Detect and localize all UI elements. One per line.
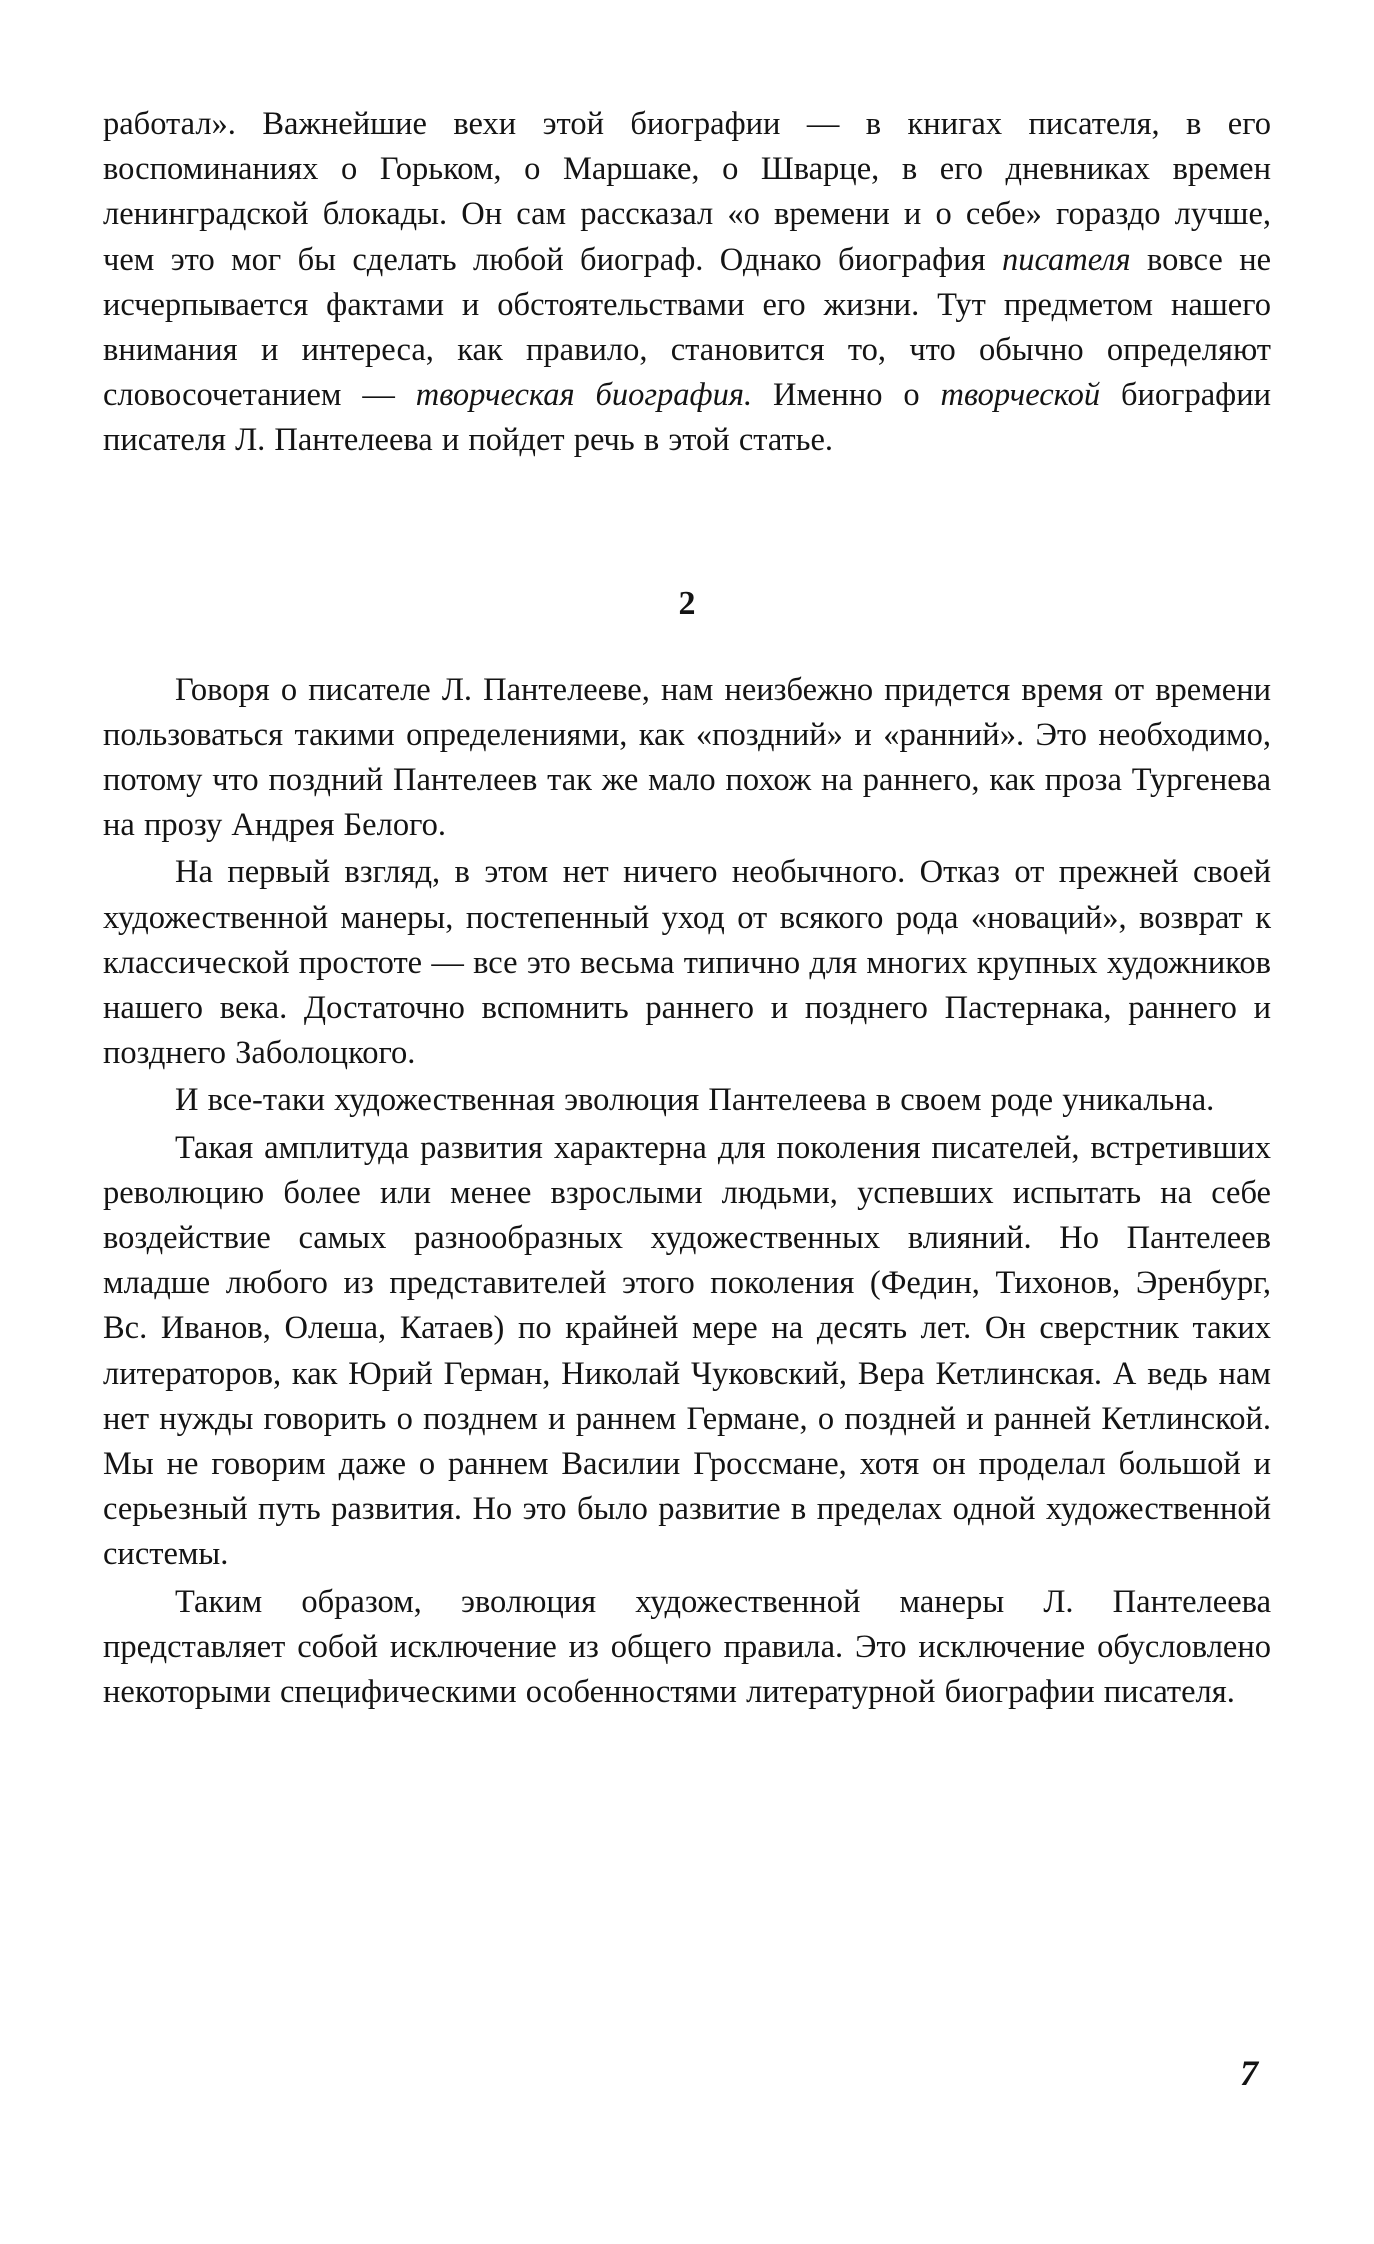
intro-emphasis-3: творческой: [940, 377, 1101, 414]
intro-text-2: вовсе не исчерпывается фактами и обстоятельствами его жизни. Тут предметом нашего внимания и интереса, как правило, становится то, что обычно определяют словосочетанием —: [103, 241, 1272, 414]
intro-emphasis-1: писателя: [1001, 241, 1131, 278]
paragraph-2: На первый взгляд, в этом нет ничего необычного. Отказ от прежней своей художественной манеры, постепенный уход от всякого рода «новаций», возврат к классической простоте — все это весьма типично для многих крупных художников нашего века. Достаточно вспомнить раннего и позднего Пастернака, раннего и позднего Заболоцкого.: [103, 854, 1271, 1072]
intro-text-3: Именно о: [752, 377, 941, 414]
section-number: 2: [678, 584, 696, 622]
paragraph-3: И все-таки художественная эволюция Пантелеева в своем роде уникальна.: [175, 1082, 1215, 1119]
paragraph-4: Такая амплитуда развития характерна для поколения писателей, встретивших революцию более или менее взрослыми людьми, успевших испытать на себе воздействие самых разнообразных художественных влияний. Но Пантелеев младше любого из представителей этого поколения (Федин, Тихонов, Эренбург, Вс. Иванов, Олеша, Катаев) по крайней мере на десять лет. Он сверстник таких литераторов, как Юрий Герман, Николай Чуковский, Вера Кетлинская. А ведь нам нет нужды говорить о позднем и раннем Германе, о поздней и ранней Кетлинской. Мы не говорим даже о раннем Василии Гроссмане, хотя он проделал большой и серьезный путь развития. Но это было развитие в пределах одной художественной системы.: [103, 1129, 1271, 1573]
page-body: [103, 102, 1271, 1715]
page-number: 7: [1240, 2053, 1258, 2093]
paragraph-1: Говоря о писателе Л. Пантелееве, нам неизбежно придется время от времени пользоваться такими определениями, как «поздний» и «ранний». Это необходимо, потому что поздний Пантелеев так же мало похож на раннего, как проза Тургенева на прозу Андрея Белого.: [103, 671, 1271, 844]
intro-paragraph: [103, 102, 1271, 464]
intro-emphasis-2: творческая биография.: [415, 377, 753, 414]
intro-text-1: работал». Важнейшие вехи этой биографии — в книгах писателя, в его воспоминаниях о Горьком, о Маршаке, о Шварце, в его дневниках времен ленинградской блокады. Он сам рассказал «о времени и о себе» гораздо лучше, чем это мог бы сделать любой биограф. Однако биография: [103, 106, 1271, 278]
intro-text-4: биографии писателя Л. Пантелеева и пойдет речь в этой статье.: [103, 377, 1271, 459]
paragraph-5: Таким образом, эволюция художественной манеры Л. Пантелеева представляет собой исключение из общего правила. Это исключение обусловлено некоторыми специфическими особенностями литературной биографии писателя.: [103, 1583, 1271, 1711]
